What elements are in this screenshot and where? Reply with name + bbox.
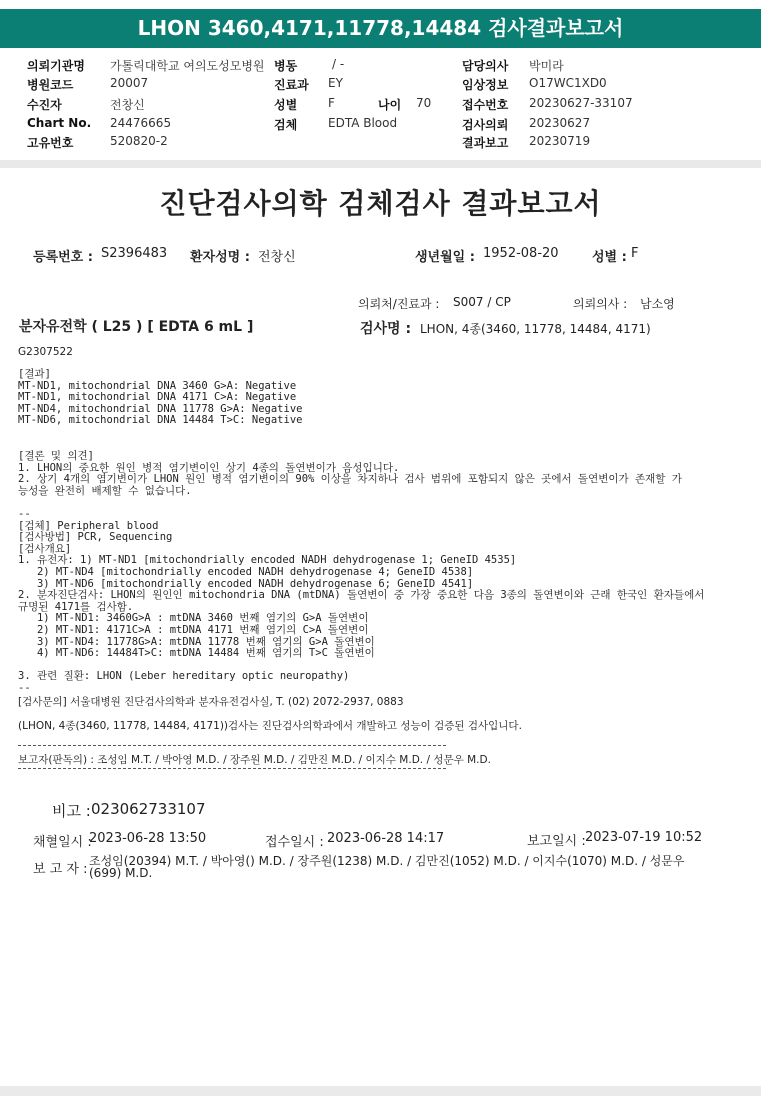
age-value: 70	[416, 96, 432, 110]
request-date: 20230627	[529, 116, 591, 130]
meta-label: 결과보고	[462, 136, 509, 150]
meta-value	[529, 96, 633, 110]
receive-label: 접수일시 :	[265, 835, 324, 850]
meta-row	[462, 57, 508, 74]
meta-value	[110, 57, 265, 74]
receive-value: 2023-06-28 14:17	[327, 831, 445, 846]
specimen: EDTA Blood	[328, 116, 398, 130]
patient-name-label: 환자성명 :	[190, 250, 250, 265]
meta-label: 성별	[274, 98, 298, 112]
meta-row	[462, 76, 508, 93]
meta-row	[274, 76, 309, 93]
sex: F	[328, 96, 335, 110]
meta-value	[110, 76, 148, 90]
hospital-name: 가톨릭대학교 여의도성모병원	[110, 59, 265, 73]
meta-label: 담당의사	[462, 59, 509, 73]
dept-value: S007 / CP	[453, 295, 511, 309]
test-name-label: 검사명 :	[360, 321, 412, 337]
meta-row	[462, 96, 508, 113]
age-label: 나이	[378, 98, 402, 112]
remark-label: 비고 :	[52, 802, 91, 820]
meta-label: 수진자	[27, 98, 62, 112]
meta-value	[529, 134, 590, 148]
meta-label: 임상정보	[462, 78, 509, 92]
meta-label: 의뢰기관명	[27, 59, 85, 73]
meta-value	[328, 116, 397, 130]
test-name-value: LHON, 4종(3460, 11778, 14484, 4171)	[420, 322, 651, 336]
remark-value: 023062733107	[91, 800, 206, 818]
attending-doctor: 박미라	[529, 59, 564, 73]
meta-row	[462, 116, 508, 133]
meta-value	[332, 57, 344, 71]
clinical-info: O17WC1XD0	[529, 76, 607, 90]
reporter-value-line1: 조성임(20394) M.T. / 박아영() M.D. / 장주원(1238) M.D. / 김만진(1052) M.D. / 이지수(1070) M.D. / 성문우	[89, 854, 685, 868]
meta-label: 접수번호	[462, 98, 509, 112]
meta-value	[110, 134, 168, 148]
meta-value	[529, 116, 590, 130]
report-banner-title: LHON 3460,4171,11778,14484 검사결과보고서	[0, 9, 761, 48]
meta-row	[27, 57, 85, 74]
reg-no-value: S2396483	[101, 246, 168, 261]
unique-no: 520820-2	[110, 134, 168, 148]
report-title: 진단검사의학 검체검사 결과보고서	[159, 187, 602, 220]
meta-label: 진료과	[274, 78, 309, 92]
meta-row	[27, 76, 73, 93]
meta-value	[110, 116, 171, 130]
meta-row	[27, 96, 62, 113]
meta-label: 고유번호	[27, 136, 74, 150]
reporters-line: 보고자(판독의) : 조성임 M.T. / 박아영 M.D. / 장주원 M.D. / 김만진 M.D. / 이지수 M.D. / 성문우 M.D.	[18, 754, 491, 766]
meta-row	[462, 134, 508, 151]
meta-label: 검체	[274, 118, 298, 132]
meta-value	[328, 76, 343, 90]
meta-label: 병원코드	[27, 78, 74, 92]
doctor-label: 의뢰의사 :	[573, 297, 628, 311]
patient-name-value: 전창신	[258, 250, 296, 265]
meta-label: 병동	[274, 59, 298, 73]
department: EY	[328, 76, 343, 90]
patient-name: 전창신	[110, 98, 145, 112]
sex-value: F	[631, 246, 639, 261]
specimen-number: G2307522	[18, 346, 73, 358]
collect-value: 2023-06-28 13:50	[89, 831, 207, 846]
results-block: [결과] MT-ND1, mitochondrial DNA 3460 G>A: Negative MT-ND1, mitochondrial DNA 4171 C>A: Negative MT-ND4, mitochondrial DNA 11778 G>A: Negative MT-ND6, mitochondrial DNA 14484 T>C: Negative	[18, 368, 303, 427]
dob-value: 1952-08-20	[483, 246, 559, 261]
meta-row	[274, 116, 297, 133]
details-block: -- [검체] Peripheral blood [검사방법] PCR, Sequencing [검사개요] 1. 유전자: 1) MT-ND1 [mitochondrially encoded NADH dehydrogenase 1; GeneID 4535] 2) MT-ND4 [mitochondrially encoded NADH dehydrogenase 4; GeneID 4538] 3) MT-ND6 [mitochondrially encoded NADH dehydrogenase 6; GeneID 4541] 2. 분자진단검사: LHON의 원인인 mitochondria DNA (mtDNA) 돌연변이 중 가장 중요한 다음 3종의 돌연변이와 근래 한국인 환자들에서 규명된 4171를 검사함. 1) MT-ND1: 3460G>A : mtDNA 3460 번째 염기의 G>A 돌연변이 2) MT-ND1: 4171C>A : mtDNA 4171 번째 염기의 C>A 돌연변이 3) MT-ND4: 11778G>A: mtDNA 11778 번째 염기의 G>A 돌연변이 4) MT-ND6: 14484T>C: mtDNA 14484 번째 염기의 T>C 돌연변이 3. 관련 질환: LHON (Leber hereditary optic neuropathy) --	[18, 508, 705, 694]
validation-note: (LHON, 4종(3460, 11778, 14484, 4171))검사는 진단검사의학과에서 개발하고 성능이 검증된 검사입니다.	[18, 720, 522, 732]
meta-label: Chart No.	[27, 116, 92, 130]
meta-value	[529, 76, 607, 90]
receipt-number: 20230627-33107	[529, 96, 633, 110]
meta-label: 검사의뢰	[462, 118, 509, 132]
reg-no-label: 등록번호 :	[33, 250, 93, 265]
ward: / -	[332, 57, 345, 71]
sex-label: 성별 :	[592, 250, 627, 265]
meta-row	[274, 57, 297, 74]
dashed-rule	[18, 745, 446, 746]
meta-value	[416, 96, 431, 110]
result-date: 20230719	[529, 134, 591, 148]
collect-label: 채혈일시 :	[33, 835, 92, 850]
meta-row	[27, 116, 91, 130]
dept-label: 의뢰처/진료과 :	[358, 297, 440, 311]
section-header: 분자유전학 ( L25 ) [ EDTA 6 mL ]	[19, 319, 254, 335]
meta-row	[27, 134, 73, 151]
meta-value	[328, 96, 335, 110]
page-bottom-strip	[0, 1086, 761, 1096]
conclusion-block: [결론 및 의견] 1. LHON의 중요한 원인 병적 염기변이인 상기 4종의 돌연변이가 음성입니다. 2. 상기 4개의 염기변이가 LHON 원인 병적 염기변이의 90% 이상을 차지하나 검사 범위에 포함되지 않은 곳에서 돌연변이가 존재할 가 능성을 완전히 배제할 수 없습니다.	[18, 450, 682, 497]
reporter-label: 보 고 자 :	[33, 862, 88, 877]
report-date-value: 2023-07-19 10:52	[585, 830, 703, 845]
dob-label: 생년월일 :	[415, 250, 475, 265]
hospital-code: 20007	[110, 76, 149, 90]
report-date-label: 보고일시 :	[527, 834, 586, 849]
meta-value	[110, 96, 145, 113]
chart-no: 24476665	[110, 116, 172, 130]
section-divider	[0, 160, 761, 168]
meta-row	[274, 96, 297, 113]
reporter-value-line2: (699) M.D.	[89, 866, 153, 880]
dashed-rule	[18, 768, 446, 769]
doctor-value: 남소영	[640, 297, 675, 311]
inquiry-line: [검사문의] 서울대병원 진단검사의학과 분자유전검사실, T. (02) 2072-2937, 0883	[18, 696, 404, 708]
meta-value	[529, 57, 564, 74]
meta-row	[378, 96, 401, 113]
